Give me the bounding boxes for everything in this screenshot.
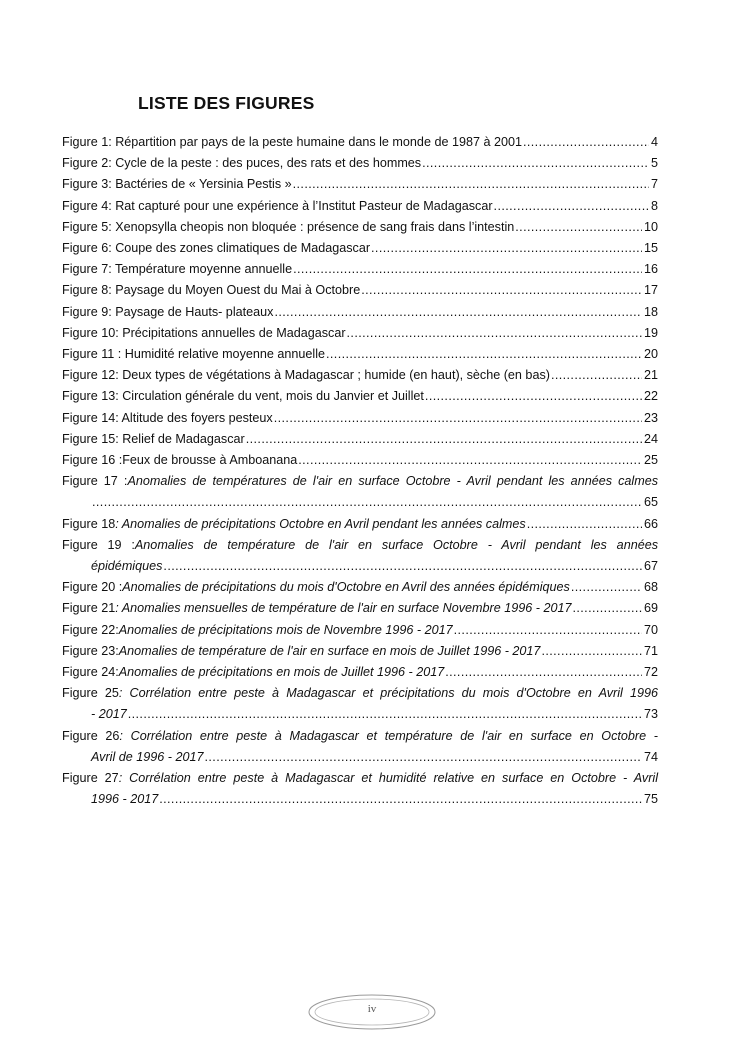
figure-caption: Rat capturé pour une expérience à l’Institut Pasteur de Madagascar: [111, 198, 493, 213]
figure-page-number: 66: [643, 516, 658, 531]
figure-label: Figure 27: [62, 771, 119, 786]
figure-entry[interactable]: [62, 429, 658, 450]
figure-page-number: 20: [643, 347, 658, 362]
figure-caption: : Anomalies de précipitations Octobre en Avril pendant les années calmes: [115, 516, 526, 531]
figure-label: Figure 26: [62, 728, 120, 743]
figure-label: Figure 11 :: [62, 347, 122, 362]
figure-caption: Anomalies de température de l'air en surface Octobre - Avril pendant les années: [134, 537, 659, 552]
figure-caption: Paysage de Hauts- plateaux: [111, 304, 274, 319]
figure-entry[interactable]: [62, 174, 658, 195]
figure-label: Figure 7:: [62, 262, 112, 277]
figure-page-number: 71: [643, 643, 658, 658]
figure-entry[interactable]: [62, 365, 658, 386]
dot-leader: [551, 365, 642, 386]
dot-leader: [494, 196, 649, 217]
figure-entry[interactable]: [62, 683, 658, 725]
figure-caption-continued: 1996 - 2017: [91, 792, 159, 807]
dot-leader: [163, 556, 642, 577]
figure-entry[interactable]: [62, 620, 658, 641]
figure-label: Figure 21: [62, 601, 116, 616]
figure-label: Figure 20 :: [62, 580, 123, 595]
dot-leader: [246, 429, 642, 450]
figure-entry[interactable]: [62, 238, 658, 259]
figure-label: Figure 25: [62, 686, 119, 701]
figure-page-number: 70: [643, 622, 658, 637]
figure-caption: Xenopsylla cheopis non bloquée : présence de sang frais dans l’intestin: [111, 219, 515, 234]
dot-leader: [205, 747, 642, 768]
dot-leader: [371, 238, 642, 259]
figure-page-number: 17: [643, 283, 658, 298]
figure-entry[interactable]: [62, 641, 658, 662]
dot-leader: [445, 662, 642, 683]
figure-page-number: 73: [643, 707, 658, 722]
figure-caption-continued: - 2017: [91, 707, 127, 722]
figure-label: Figure 16 :: [62, 453, 123, 468]
figure-entry[interactable]: [62, 344, 658, 365]
figure-page-number: 23: [643, 410, 658, 425]
figure-caption: Relief de Madagascar: [118, 431, 245, 446]
figure-page-number: 21: [643, 368, 658, 383]
figure-page-number: 72: [643, 665, 658, 680]
dot-leader: [274, 408, 642, 429]
figure-caption-continued: épidémiques: [91, 559, 163, 574]
figure-entry[interactable]: [62, 280, 658, 301]
figure-entry[interactable]: [62, 323, 658, 344]
figure-page-number: 5: [650, 156, 658, 171]
dot-leader: [422, 153, 649, 174]
figure-caption: Paysage du Moyen Ouest du Mai à Octobre: [111, 283, 361, 298]
dot-leader: [298, 450, 642, 471]
figure-page-number: 68: [643, 580, 658, 595]
figure-entry[interactable]: [62, 514, 658, 535]
figure-label: Figure 18: [62, 516, 116, 531]
dot-leader: [454, 620, 642, 641]
figure-caption: Température moyenne annuelle: [111, 262, 293, 277]
figure-caption: Cycle de la peste : des puces, des rats et des hommes: [111, 156, 422, 171]
figure-label: Figure 24:: [62, 665, 119, 680]
dot-leader: [541, 641, 642, 662]
dot-leader: [527, 514, 642, 535]
figure-label: Figure 13:: [62, 389, 119, 404]
figure-entry[interactable]: [62, 153, 658, 174]
figure-page-number: 69: [643, 601, 658, 616]
figure-page-number: 74: [643, 749, 658, 764]
figure-label: Figure 17 :: [62, 474, 128, 489]
figure-caption: Anomalies de températures de l'air en surface Octobre - Avril pendant les années calmes: [127, 474, 659, 489]
figure-entry[interactable]: [62, 408, 658, 429]
figure-label: Figure 9:: [62, 304, 112, 319]
figure-caption: Anomalies de précipitations mois de Novembre 1996 - 2017: [118, 622, 453, 637]
dot-leader: [92, 492, 642, 513]
figure-caption-continued: Avril de 1996 - 2017: [91, 749, 204, 764]
figure-label: Figure 15:: [62, 431, 119, 446]
figure-caption: Répartition par pays de la peste humaine dans le monde de 1987 à 2001: [111, 135, 522, 149]
figure-page-number: 25: [643, 453, 658, 468]
figure-label: Figure 12:: [62, 368, 119, 383]
page-number: iv: [367, 1003, 377, 1015]
dot-leader: [274, 302, 642, 323]
figure-label: Figure 5:: [62, 219, 112, 234]
figure-page-number: 19: [643, 325, 658, 340]
figure-caption: Feux de brousse à Amboanana: [122, 453, 298, 468]
figure-caption: Bactéries de « Yersinia Pestis »: [111, 177, 292, 192]
dot-leader: [159, 789, 642, 810]
figure-label: Figure 4:: [62, 198, 112, 213]
figure-caption: : Anomalies mensuelles de température de l'air en surface Novembre 1996 - 2017: [115, 601, 572, 616]
figure-entry[interactable]: [62, 302, 658, 323]
figure-caption: : Corrélation entre peste à Madagascar et température de l'air en surface en Octobre -: [119, 728, 658, 743]
figure-caption: : Corrélation entre peste à Madagascar et humidité relative en surface en Octobre - Avril: [118, 771, 658, 786]
figure-label: Figure 2:: [62, 156, 112, 171]
dot-leader: [571, 577, 642, 598]
dot-leader: [515, 217, 642, 238]
dot-leader: [347, 323, 642, 344]
figure-caption: Humidité relative moyenne annuelle: [121, 347, 325, 362]
figure-page-number: 24: [643, 431, 658, 446]
figure-caption: Coupe des zones climatiques de Madagascar: [111, 241, 371, 256]
figure-label: Figure 1:: [62, 135, 112, 149]
dot-leader: [128, 704, 642, 725]
figure-label: Figure 8:: [62, 283, 112, 298]
figure-label: Figure 10:: [62, 325, 119, 340]
figure-page-number: 22: [643, 389, 658, 404]
figure-page-number: 10: [643, 219, 658, 234]
dot-leader: [293, 259, 642, 280]
dot-leader: [293, 174, 649, 195]
figure-entry[interactable]: [62, 132, 658, 153]
figure-page-number: 75: [643, 792, 658, 807]
figure-page-number: 67: [643, 559, 658, 574]
figure-caption: : Corrélation entre peste à Madagascar et précipitations du mois d'Octobre en Avril 1996: [118, 686, 658, 701]
figure-entry[interactable]: [62, 450, 658, 471]
figure-page-number: 8: [650, 198, 658, 213]
figure-page-number: 4: [650, 135, 658, 149]
figure-entry[interactable]: [62, 577, 658, 598]
figure-label: Figure 6:: [62, 241, 112, 256]
figure-caption: Circulation générale du vent, mois du Janvier et Juillet: [118, 389, 424, 404]
figure-caption: Précipitations annuelles de Madagascar: [118, 325, 346, 340]
figure-label: Figure 22:: [62, 622, 119, 637]
figure-label: Figure 14:: [62, 410, 119, 425]
figure-entry[interactable]: [62, 662, 658, 683]
figure-caption: Anomalies de précipitations en mois de Juillet 1996 - 2017: [118, 665, 445, 680]
figure-list: [62, 132, 658, 811]
figure-caption: Deux types de végétations à Madagascar ; humide (en haut), sèche (en bas): [118, 368, 550, 383]
figure-entry[interactable]: [62, 598, 658, 619]
figure-caption: Anomalies de précipitations du mois d'Octobre en Avril des années épidémiques: [122, 580, 570, 595]
figure-page-number: 18: [643, 304, 658, 319]
dot-leader: [572, 598, 642, 619]
figure-page-number: 15: [643, 241, 658, 256]
figure-page-number: 16: [643, 262, 658, 277]
figure-entry[interactable]: [62, 196, 658, 217]
dot-leader: [326, 344, 642, 365]
figure-entry[interactable]: [62, 386, 658, 407]
figure-entry[interactable]: [62, 535, 658, 577]
figure-page-number: 65: [643, 495, 658, 510]
figure-caption: Altitude des foyers pesteux: [118, 410, 273, 425]
dot-leader: [361, 280, 642, 301]
figure-entry[interactable]: [62, 471, 658, 513]
figure-entry[interactable]: [62, 726, 658, 768]
figure-page-number: 7: [650, 177, 658, 192]
figure-caption: Anomalies de température de l'air en surface en mois de Juillet 1996 - 2017: [118, 643, 541, 658]
figure-entry[interactable]: [62, 768, 658, 810]
figure-label: Figure 19 :: [62, 537, 135, 552]
figure-label: Figure 3:: [62, 177, 112, 192]
dot-leader: [523, 132, 649, 153]
figure-entry[interactable]: [62, 259, 658, 280]
figure-label: Figure 23:: [62, 643, 119, 658]
dot-leader: [425, 386, 642, 407]
page-title: LISTE DES FIGURES: [138, 93, 315, 113]
figure-entry[interactable]: [62, 217, 658, 238]
